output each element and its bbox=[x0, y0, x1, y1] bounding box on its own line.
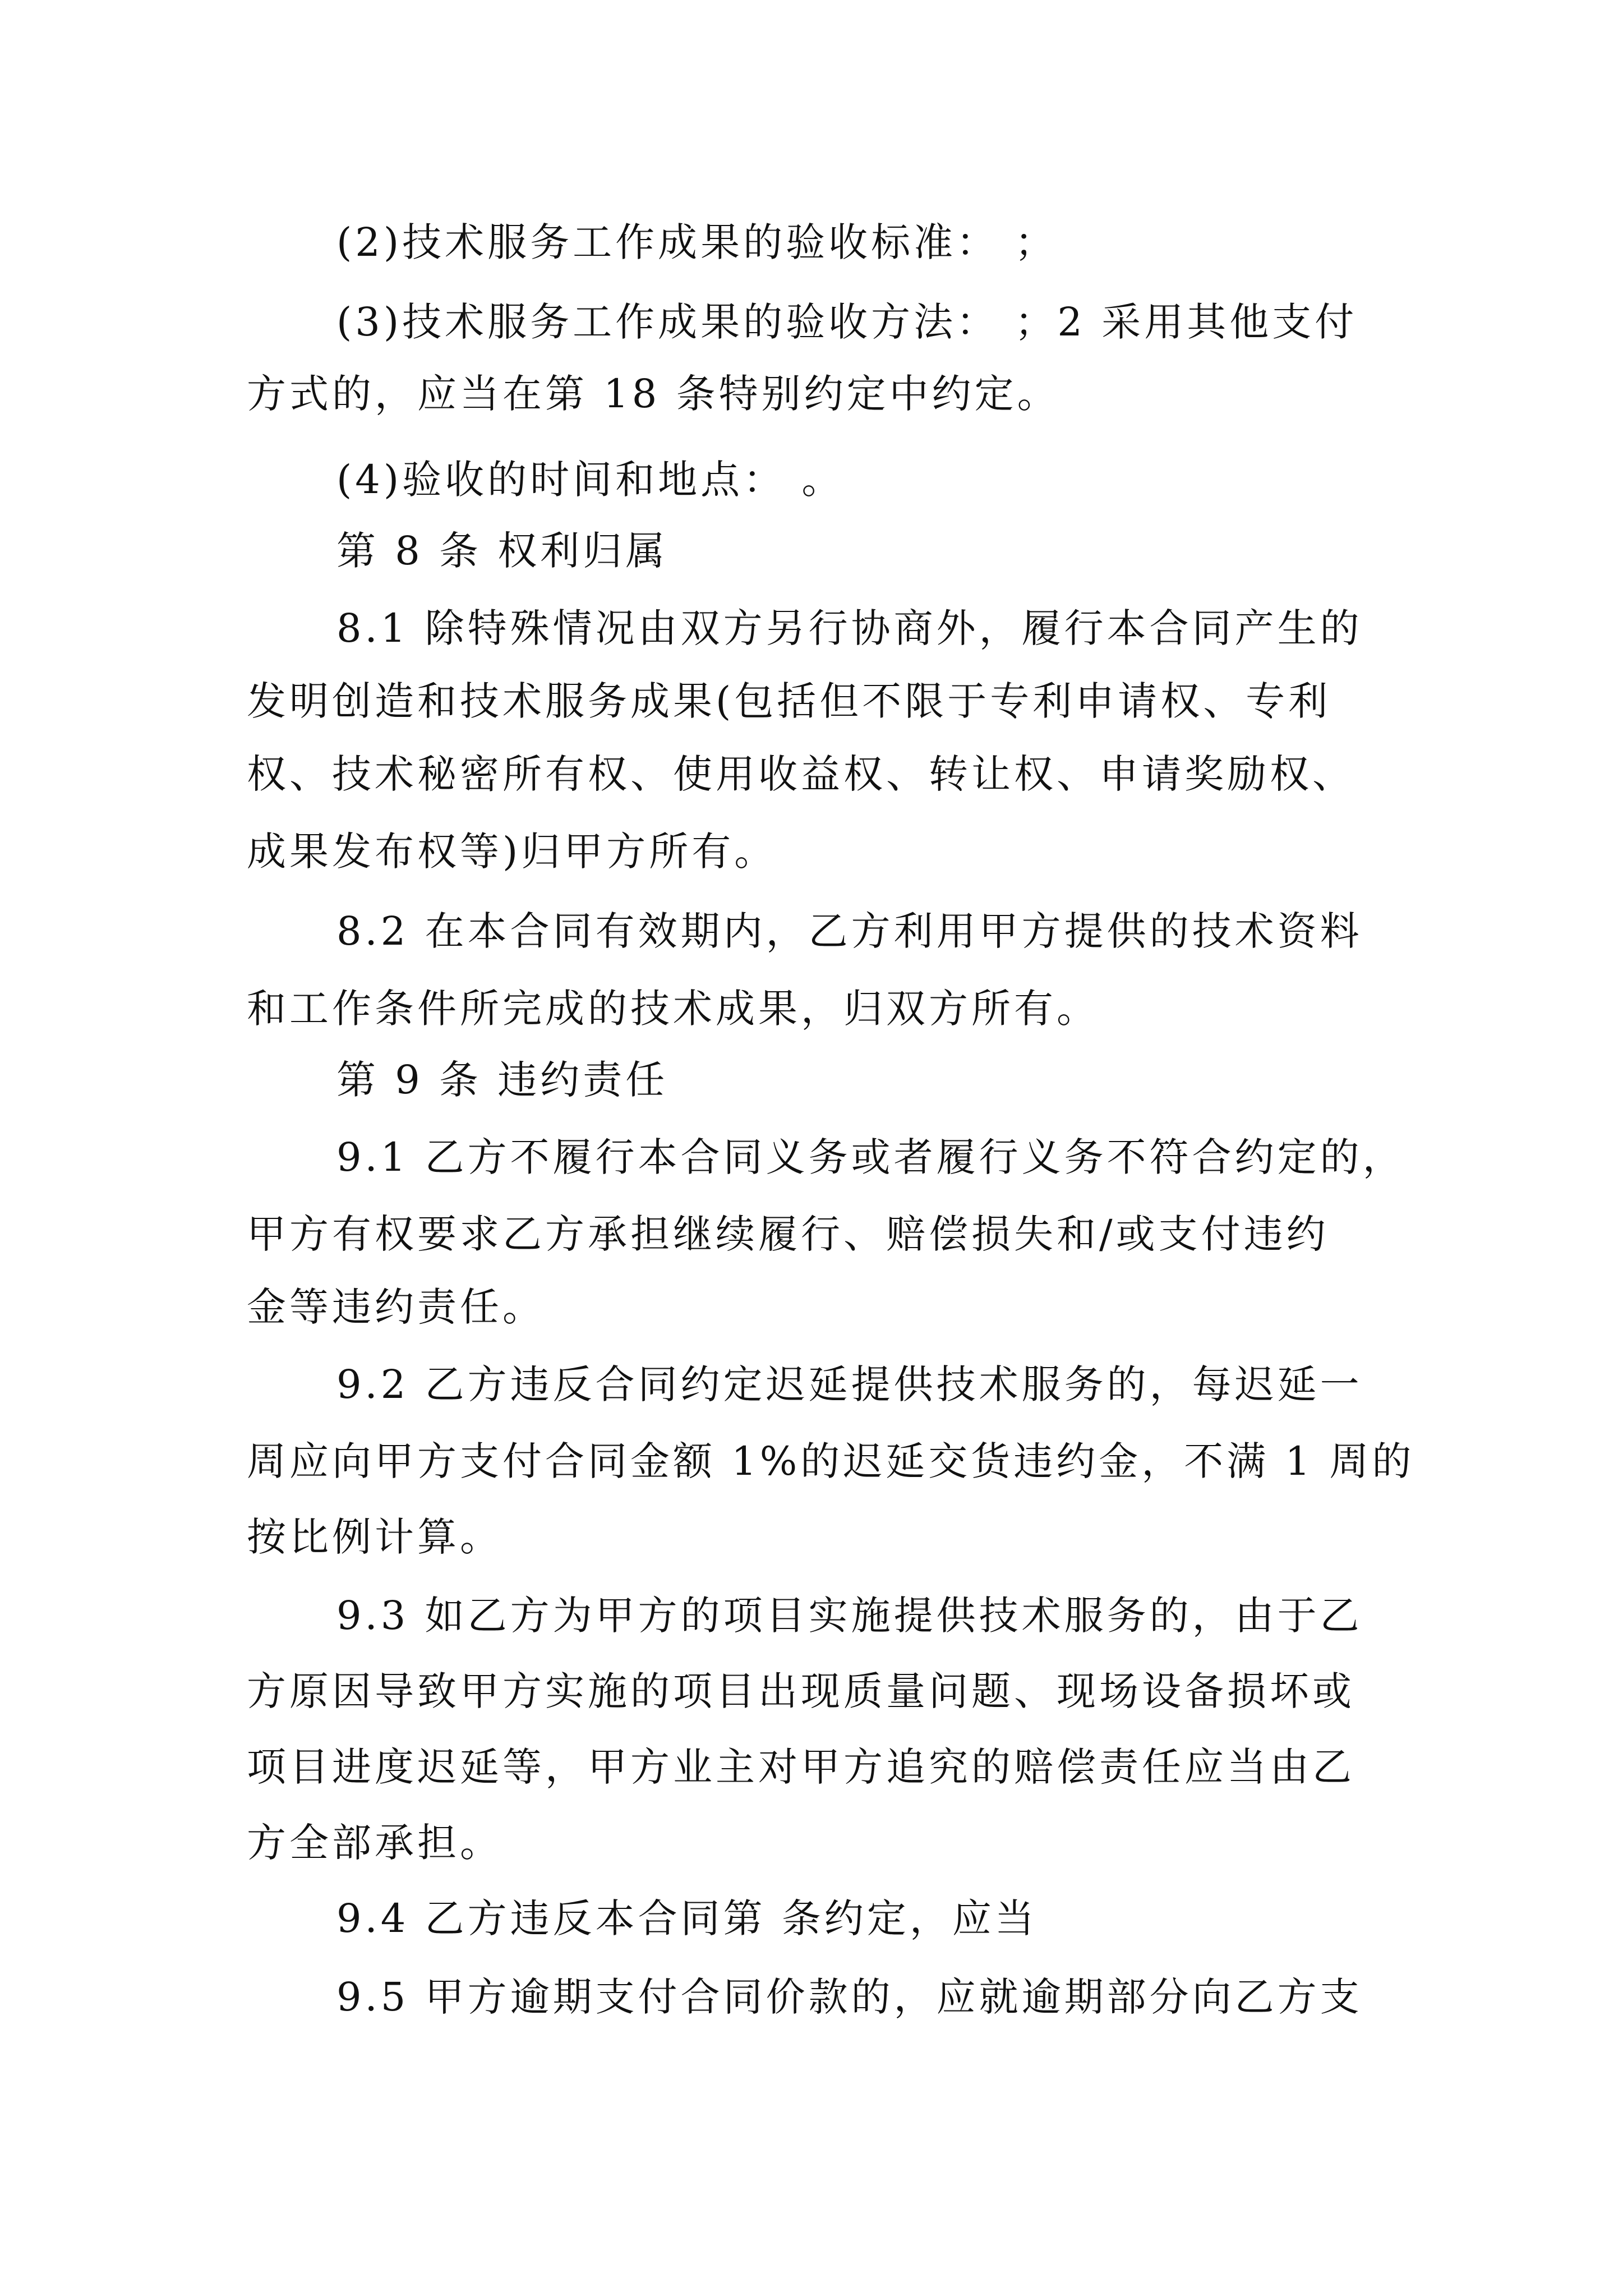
paragraph-line: 周应向甲方支付合同金额 1%的迟延交货违约金，不满 1 周的 bbox=[247, 1438, 1415, 1484]
paragraph-line: 金等违约责任。 bbox=[247, 1284, 545, 1330]
paragraph-line: 按比例计算。 bbox=[247, 1514, 502, 1560]
paragraph-line: 方原因导致甲方实施的项目出现质量问题、现场设备损坏或 bbox=[247, 1668, 1355, 1714]
paragraph-line: (2)技术服务工作成果的验收标准： ； bbox=[336, 219, 1058, 265]
paragraph-line: 8.1 除特殊情况由双方另行协商外，履行本合同产生的 bbox=[336, 605, 1363, 651]
section-heading: 第 9 条 违约责任 bbox=[336, 1057, 668, 1103]
paragraph-line: 9.2 乙方违反合同约定迟延提供技术服务的，每迟延一 bbox=[336, 1361, 1363, 1407]
paragraph-line: 方式的，应当在第 18 条特别约定中约定。 bbox=[247, 371, 1060, 417]
paragraph-line: (4)验收的时间和地点： 。 bbox=[336, 457, 845, 503]
paragraph-line: 9.4 乙方违反本合同第 条约定，应当 bbox=[336, 1895, 1038, 1941]
paragraph-line: 9.5 甲方逾期支付合同价款的，应就逾期部分向乙方支 bbox=[336, 1974, 1363, 2020]
section-heading: 第 8 条 权利归属 bbox=[336, 528, 668, 574]
paragraph-line: 权、技术秘密所有权、使用收益权、转让权、申请奖励权、 bbox=[247, 751, 1355, 797]
paragraph-line: 9.1 乙方不履行本合同义务或者履行义务不符合约定的， bbox=[336, 1134, 1405, 1180]
paragraph-line: 和工作条件所完成的技术成果，归双方所有。 bbox=[247, 986, 1099, 1032]
paragraph-line: 方全部承担。 bbox=[247, 1820, 502, 1866]
paragraph-line: 甲方有权要求乙方承担继续履行、赔偿损失和/或支付违约 bbox=[247, 1211, 1329, 1257]
paragraph-line: 成果发布权等)归甲方所有。 bbox=[247, 829, 777, 875]
paragraph-line: 8.2 在本合同有效期内，乙方利用甲方提供的技术资料 bbox=[336, 908, 1363, 954]
paragraph-line: 发明创造和技术服务成果(包括但不限于专利申请权、专利 bbox=[247, 678, 1331, 724]
paragraph-line: 项目进度迟延等，甲方业主对甲方追究的赔偿责任应当由乙 bbox=[247, 1744, 1355, 1790]
paragraph-line: (3)技术服务工作成果的验收方法： ；2 采用其他支付 bbox=[336, 299, 1358, 345]
paragraph-line: 9.3 如乙方为甲方的项目实施提供技术服务的，由于乙 bbox=[336, 1593, 1363, 1639]
